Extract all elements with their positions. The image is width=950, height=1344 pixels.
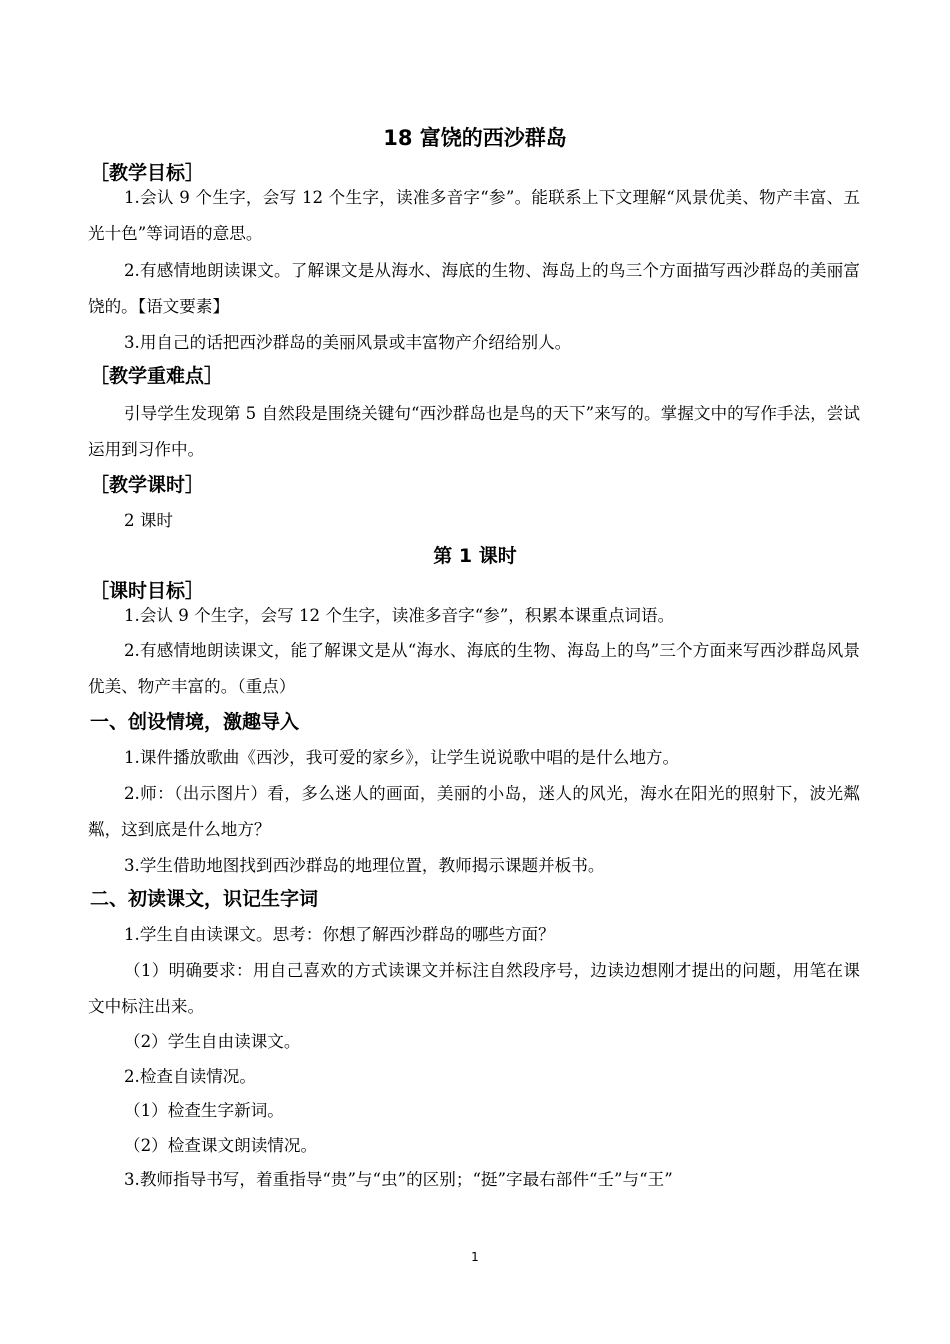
lesson-goal-1: 1.会认 9 个生字，会写 12 个生字，读准多音字“参”，积累本课重点词语。 [124,606,675,625]
section-2-item-6: （2）检查课文朗读情况。 [124,1136,318,1155]
heading-class-hours: ［教学课时］ [90,474,205,496]
section-2-item-7: 3.教师指导书写，着重指导“贵”与“虫”的区别；“挺”字最右部件“壬”与“王” [124,1170,673,1189]
section-1-item-1: 1.课件播放歌曲《西沙，我可爱的家乡》，让学生说说歌中唱的是什么地方。 [124,748,680,767]
lesson-goal-2: 2.有感情地朗读课文，能了解课文是从“海水、海底的生物、海岛上的鸟”三个方面来写西沙群岛风景优美、物产丰富的。（重点） [88,641,860,696]
section-2-item-3: （2）学生自由读课文。 [124,1032,301,1051]
heading-teaching-goals: ［教学目标］ [90,162,205,184]
section-2-item-5: （1）检查生字新词。 [124,1101,284,1120]
goal-1: 1.会认 9 个生字，会写 12 个生字，读准多音字“参”。能联系上下文理解“风景优美、物产丰富、五光十色”等词语的意思。 [88,188,860,243]
section-2-item-2: （1）明确要求：用自己喜欢的方式读课文并标注自然段序号，边读边想刚才提出的问题，用笔在课文中标注出来。 [88,961,860,1016]
goal-2: 2.有感情地朗读课文。了解课文是从海水、海底的生物、海岛上的鸟三个方面描写西沙群岛的美丽富饶的。【语文要素】 [88,261,860,316]
section-1-item-2: 2.师：（出示图片）看，多么迷人的画面，美丽的小岛，迷人的风光，海水在阳光的照射下，波光粼粼，这到底是什么地方？ [88,784,860,839]
section-1-heading: 一、创设情境，激趣导入 [90,711,300,733]
class-hours-text: 2 课时 [124,511,174,530]
section-1-item-3: 3.学生借助地图找到西沙群岛的地理位置，教师揭示课题并板书。 [124,856,605,875]
heading-key-points: ［教学重难点］ [90,365,224,387]
section-2-item-1: 1.学生自由读课文。思考：你想了解西沙群岛的哪些方面？ [124,925,555,944]
section-2-item-4: 2.检查自读情况。 [124,1067,256,1086]
page-number: 1 [471,1250,479,1264]
key-points-text: 引导学生发现第 5 自然段是围绕关键句“西沙群岛也是鸟的天下”来写的。掌握文中的写作手法，尝试运用到习作中。 [88,404,860,459]
section-2-heading: 二、初读课文，识记生字词 [90,888,319,910]
lesson-1-title: 第 1 课时 [433,545,517,567]
heading-lesson-goals: ［课时目标］ [90,580,205,602]
goal-3: 3.用自己的话把西沙群岛的美丽风景或丰富物产介绍给别人。 [124,333,572,352]
document-title: 18 富饶的西沙群岛 [383,126,567,150]
